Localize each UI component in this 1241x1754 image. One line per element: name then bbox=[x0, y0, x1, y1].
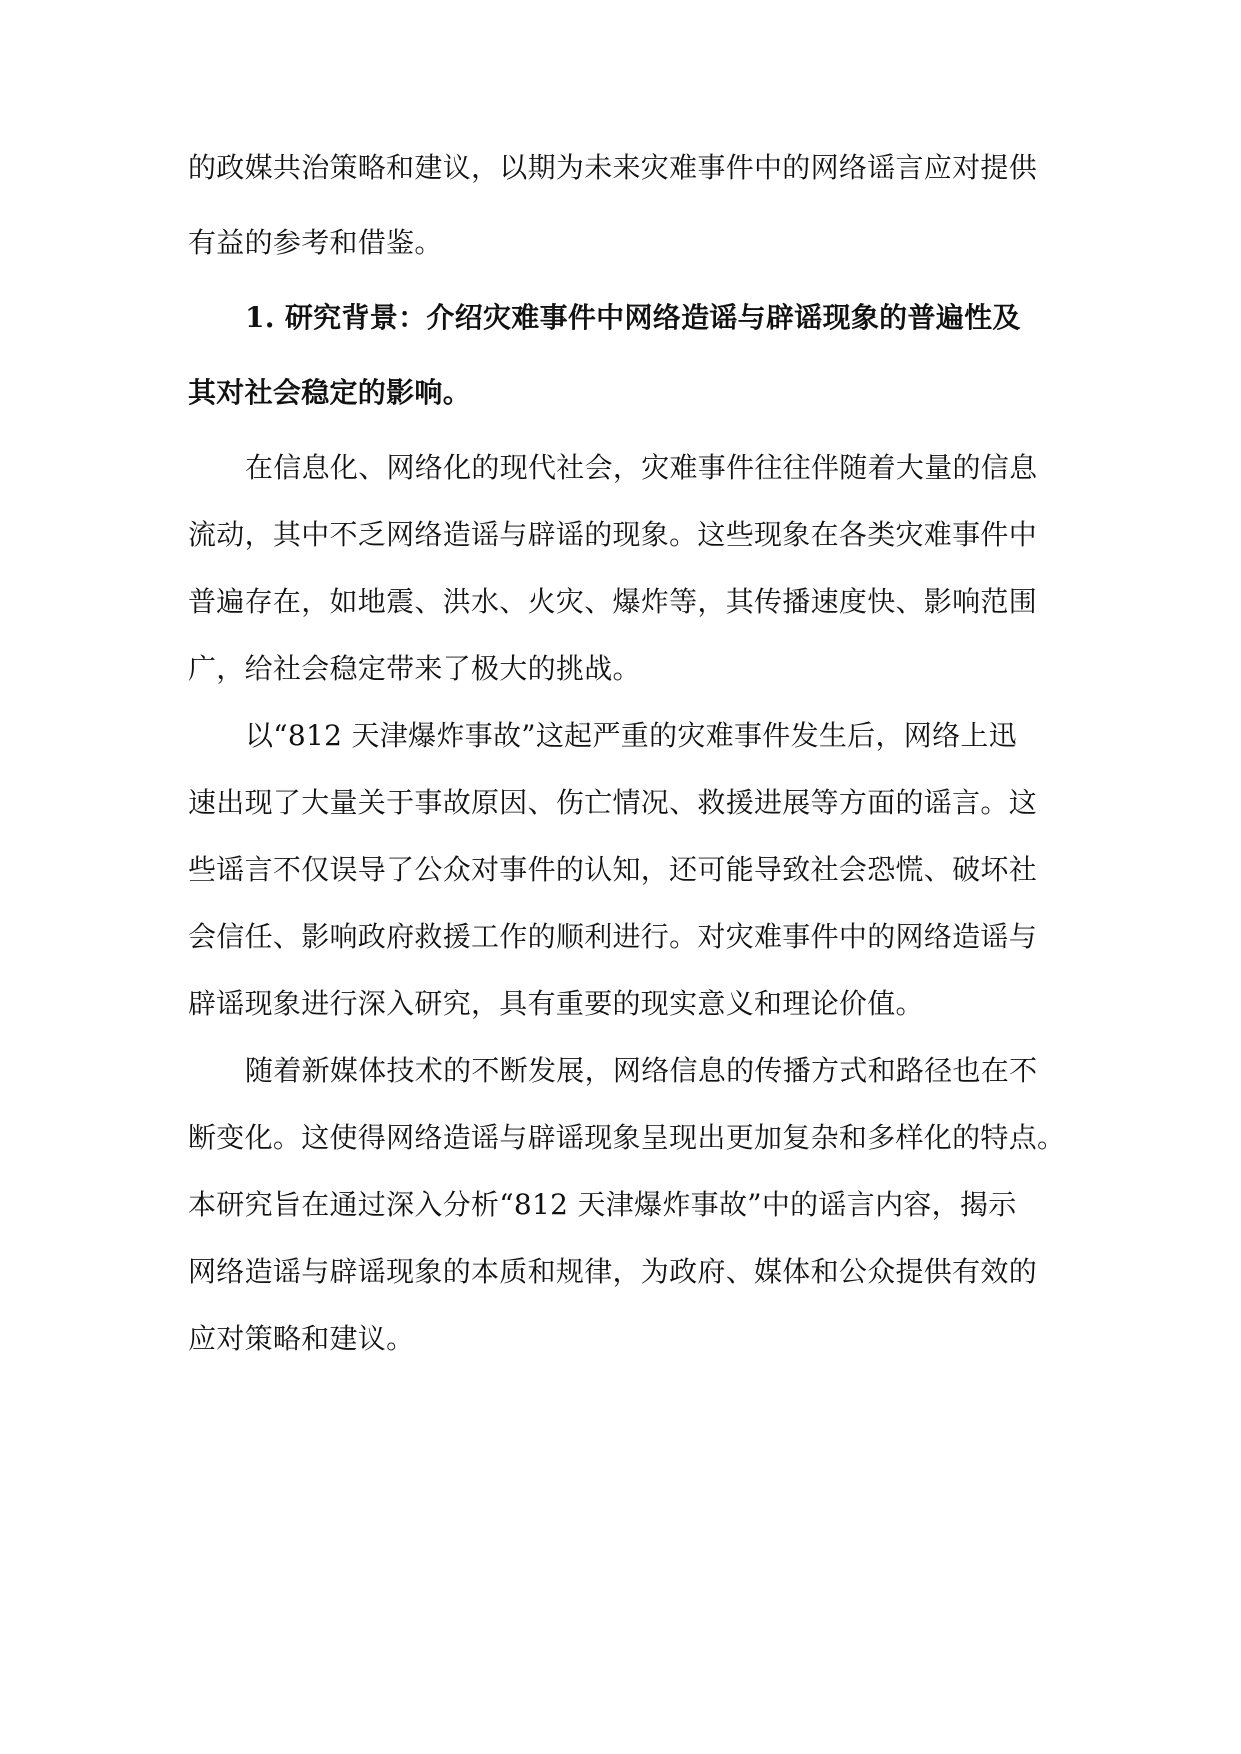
paragraph-1-line-3: 普遍存在，如地震、洪水、火灾、爆炸等，其传播速度快、影响范围 bbox=[188, 585, 1038, 618]
intro-line-2: 有益的参考和借鉴。 bbox=[188, 226, 443, 259]
paragraph-3-line-5: 应对策略和建议。 bbox=[188, 1322, 415, 1355]
section-heading-line-1: 1. 研究背景：介绍灾难事件中网络造谣与辟谣现象的普遍性及 bbox=[245, 301, 1021, 334]
paragraph-2-line-2: 速出现了大量关于事故原因、伤亡情况、救援进展等方面的谣言。这 bbox=[188, 786, 1038, 819]
paragraph-1-line-4: 广，给社会稳定带来了极大的挑战。 bbox=[188, 652, 641, 685]
paragraph-2-line-3: 些谣言不仅误导了公众对事件的认知，还可能导致社会恐慌、破坏社 bbox=[188, 853, 1038, 886]
paragraph-3-line-2: 断变化。这使得网络造谣与辟谣现象呈现出更加复杂和多样化的特点。 bbox=[188, 1121, 1066, 1154]
section-heading-line-2: 其对社会稳定的影响。 bbox=[188, 376, 472, 409]
paragraph-1-line-2: 流动，其中不乏网络造谣与辟谣的现象。这些现象在各类灾难事件中 bbox=[188, 518, 1038, 551]
paragraph-2-line-1: 以“812 天津爆炸事故”这起严重的灾难事件发生后，网络上迅 bbox=[245, 719, 1017, 752]
paragraph-2-line-4: 会信任、影响政府救援工作的顺利进行。对灾难事件中的网络造谣与 bbox=[188, 920, 1038, 953]
paragraph-3-line-3: 本研究旨在通过深入分析“812 天津爆炸事故”中的谣言内容，揭示 bbox=[188, 1188, 1017, 1221]
paragraph-3-line-4: 网络造谣与辟谣现象的本质和规律，为政府、媒体和公众提供有效的 bbox=[188, 1255, 1038, 1288]
paragraph-3-line-1: 随着新媒体技术的不断发展，网络信息的传播方式和路径也在不 bbox=[245, 1054, 1038, 1087]
intro-line-1: 的政媒共治策略和建议，以期为未来灾难事件中的网络谣言应对提供 bbox=[188, 151, 1038, 184]
paragraph-1-line-1: 在信息化、网络化的现代社会，灾难事件往往伴随着大量的信息 bbox=[245, 451, 1038, 484]
paragraph-2-line-5: 辟谣现象进行深入研究，具有重要的现实意义和理论价值。 bbox=[188, 987, 924, 1020]
